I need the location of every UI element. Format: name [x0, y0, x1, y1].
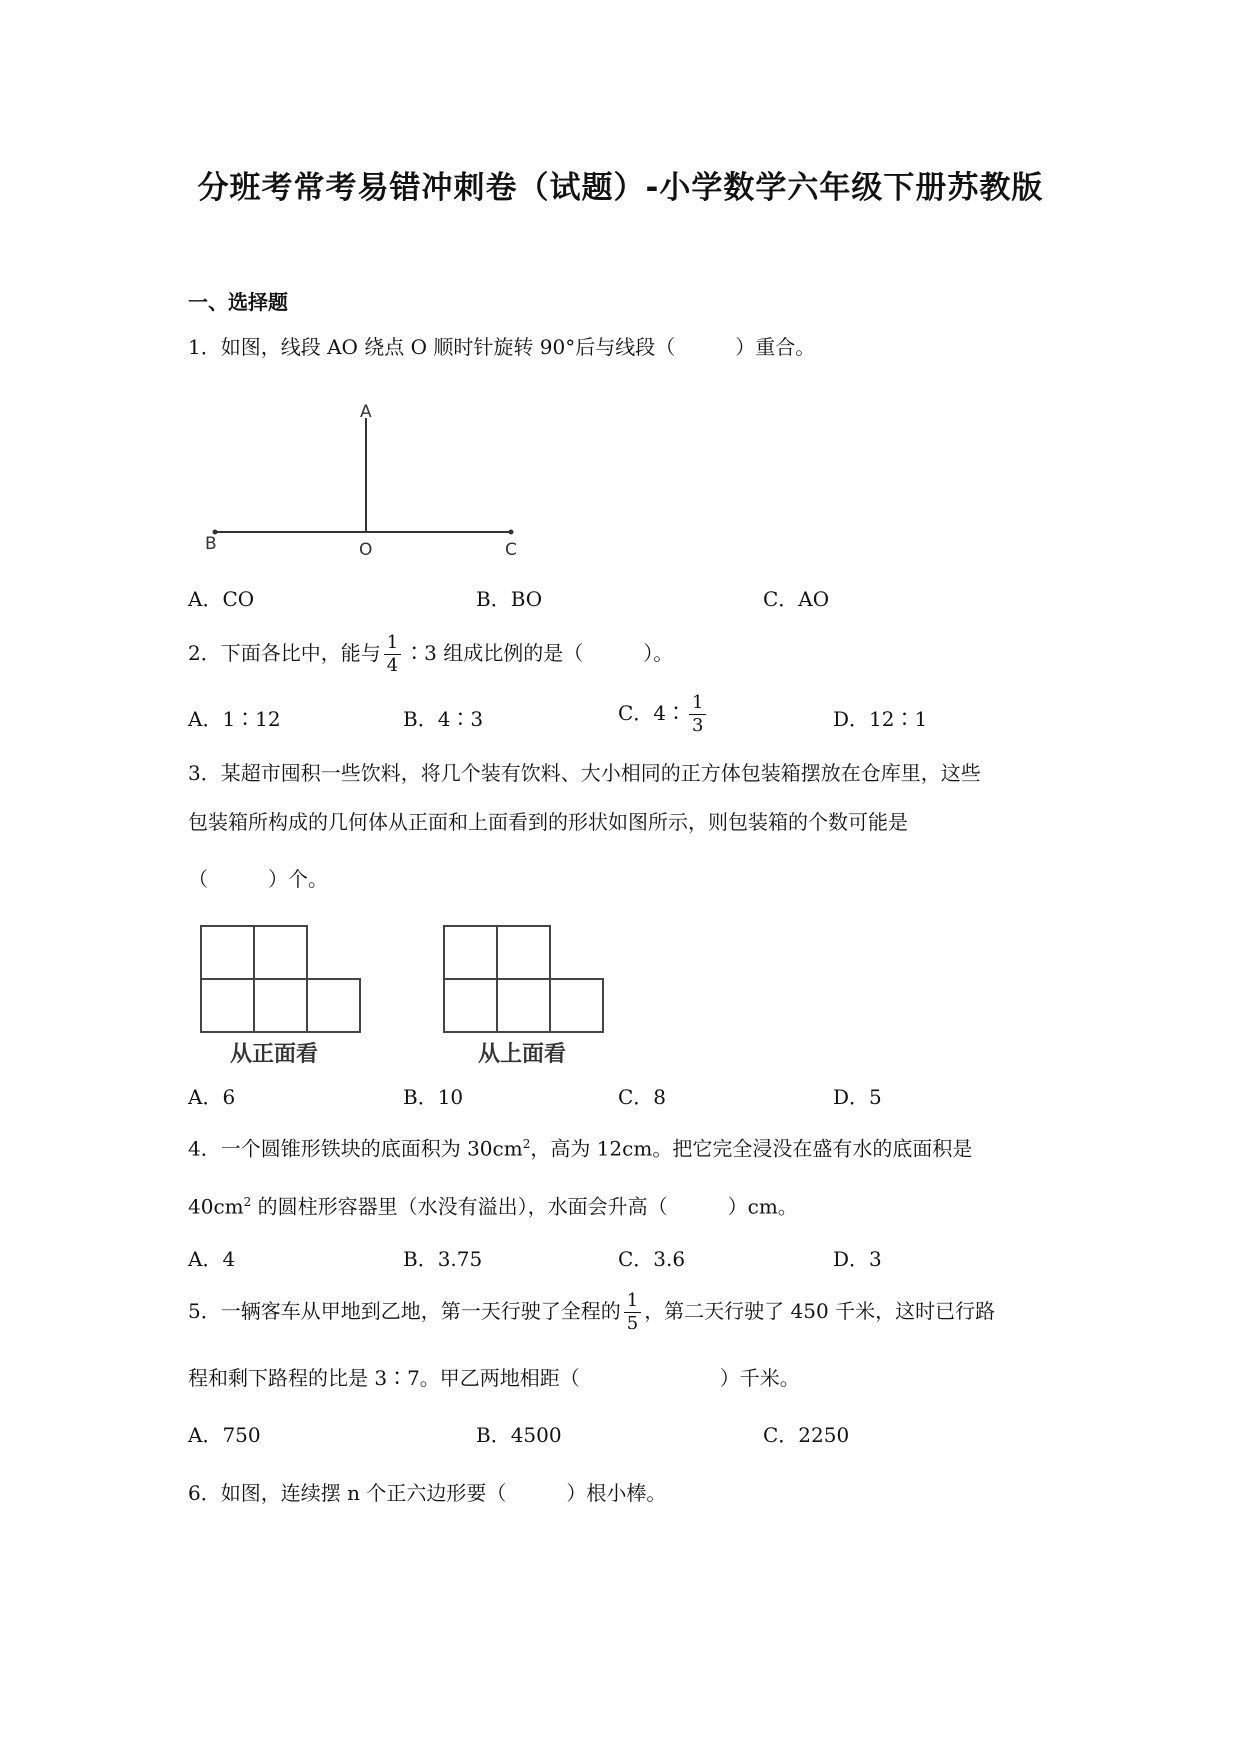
question-5-line-2: 程和剩下路程的比是 3∶7。甲乙两地相距（ ）千米。	[188, 1366, 800, 1390]
q1-option-b[interactable]: B．BO	[476, 587, 543, 611]
question-2-text: 2．下面各比中，能与 $\frac{1}{4}$ ∶3 组成比例的是（ ）。	[188, 632, 674, 676]
q4-option-c[interactable]: C．3.6	[618, 1247, 686, 1271]
q3-option-a[interactable]: A．6	[188, 1085, 236, 1109]
page-title: 分班考常考易错冲刺卷（试题）-小学数学六年级下册苏教版	[197, 170, 1044, 206]
q4-option-a[interactable]: A．4	[188, 1247, 236, 1271]
question-5-line-1: 5．一辆客车从甲地到乙地，第一天行驶了全程的 $\frac{1}{5}$ ，第二天行驶了 450 千米，这时已行路	[188, 1290, 996, 1334]
q3-option-c[interactable]: C．8	[618, 1085, 667, 1109]
q4-option-b[interactable]: B．3.75	[403, 1247, 483, 1271]
q3-option-b[interactable]: B．10	[403, 1085, 464, 1109]
question-1-text: 1．如图，线段 AO 绕点 O 顺时针旋转 90°后与线段（ ）重合。	[188, 335, 816, 359]
fraction-one-third: $\frac{1}{3}$	[689, 692, 706, 737]
q2-option-c[interactable]: C．4∶ $\frac{1}{3}$	[618, 692, 709, 737]
q5-option-a[interactable]: A．750	[188, 1423, 261, 1447]
q1-option-c[interactable]: C．AO	[763, 587, 830, 611]
question-3-line-3: （ ）个。	[188, 867, 328, 891]
label-a: A	[360, 402, 372, 422]
q5-option-b[interactable]: B．4500	[476, 1423, 562, 1447]
q5-option-c[interactable]: C．2250	[763, 1423, 850, 1447]
question-3-line-2: 包装箱所构成的几何体从正面和上面看到的形状如图所示，则包装箱的个数可能是	[188, 810, 908, 834]
q2-option-b[interactable]: B．4∶3	[403, 707, 484, 731]
label-c: C	[505, 540, 517, 560]
q3-option-d[interactable]: D．5	[833, 1085, 882, 1109]
q4-option-d[interactable]: D．3	[833, 1247, 882, 1271]
section-heading: 一、选择题	[188, 290, 288, 314]
label-o: O	[359, 540, 373, 560]
q2-option-a[interactable]: A．1∶12	[188, 707, 281, 731]
front-view-label: 从正面看	[230, 1042, 319, 1067]
top-view-label: 从上面看	[478, 1042, 567, 1067]
question-4-line-2: $40cm^2$ 的圆柱形容器里（水没有溢出），水面会升高（ ）cm。	[188, 1194, 798, 1219]
fraction-one-quarter: $\frac{1}{4}$	[384, 632, 401, 677]
q1-option-a[interactable]: A．CO	[188, 587, 255, 611]
question-3-line-1: 3．某超市囤积一些饮料，将几个装有饮料、大小相同的正方体包装箱摆放在仓库里，这些	[188, 761, 981, 785]
question-1-figure	[185, 395, 525, 565]
question-4-line-1: 4．一个圆锥形铁块的底面积为 $30cm^2$，高为 12cm。把它完全浸没在盛有水的底面积是	[188, 1136, 973, 1161]
question-6-text: 6．如图，连续摆 n 个正六边形要（ ）根小棒。	[188, 1481, 667, 1505]
label-b: B	[205, 534, 217, 554]
q2-option-d[interactable]: D．12∶1	[833, 707, 928, 731]
fraction-one-fifth: $\frac{1}{5}$	[624, 1290, 641, 1335]
